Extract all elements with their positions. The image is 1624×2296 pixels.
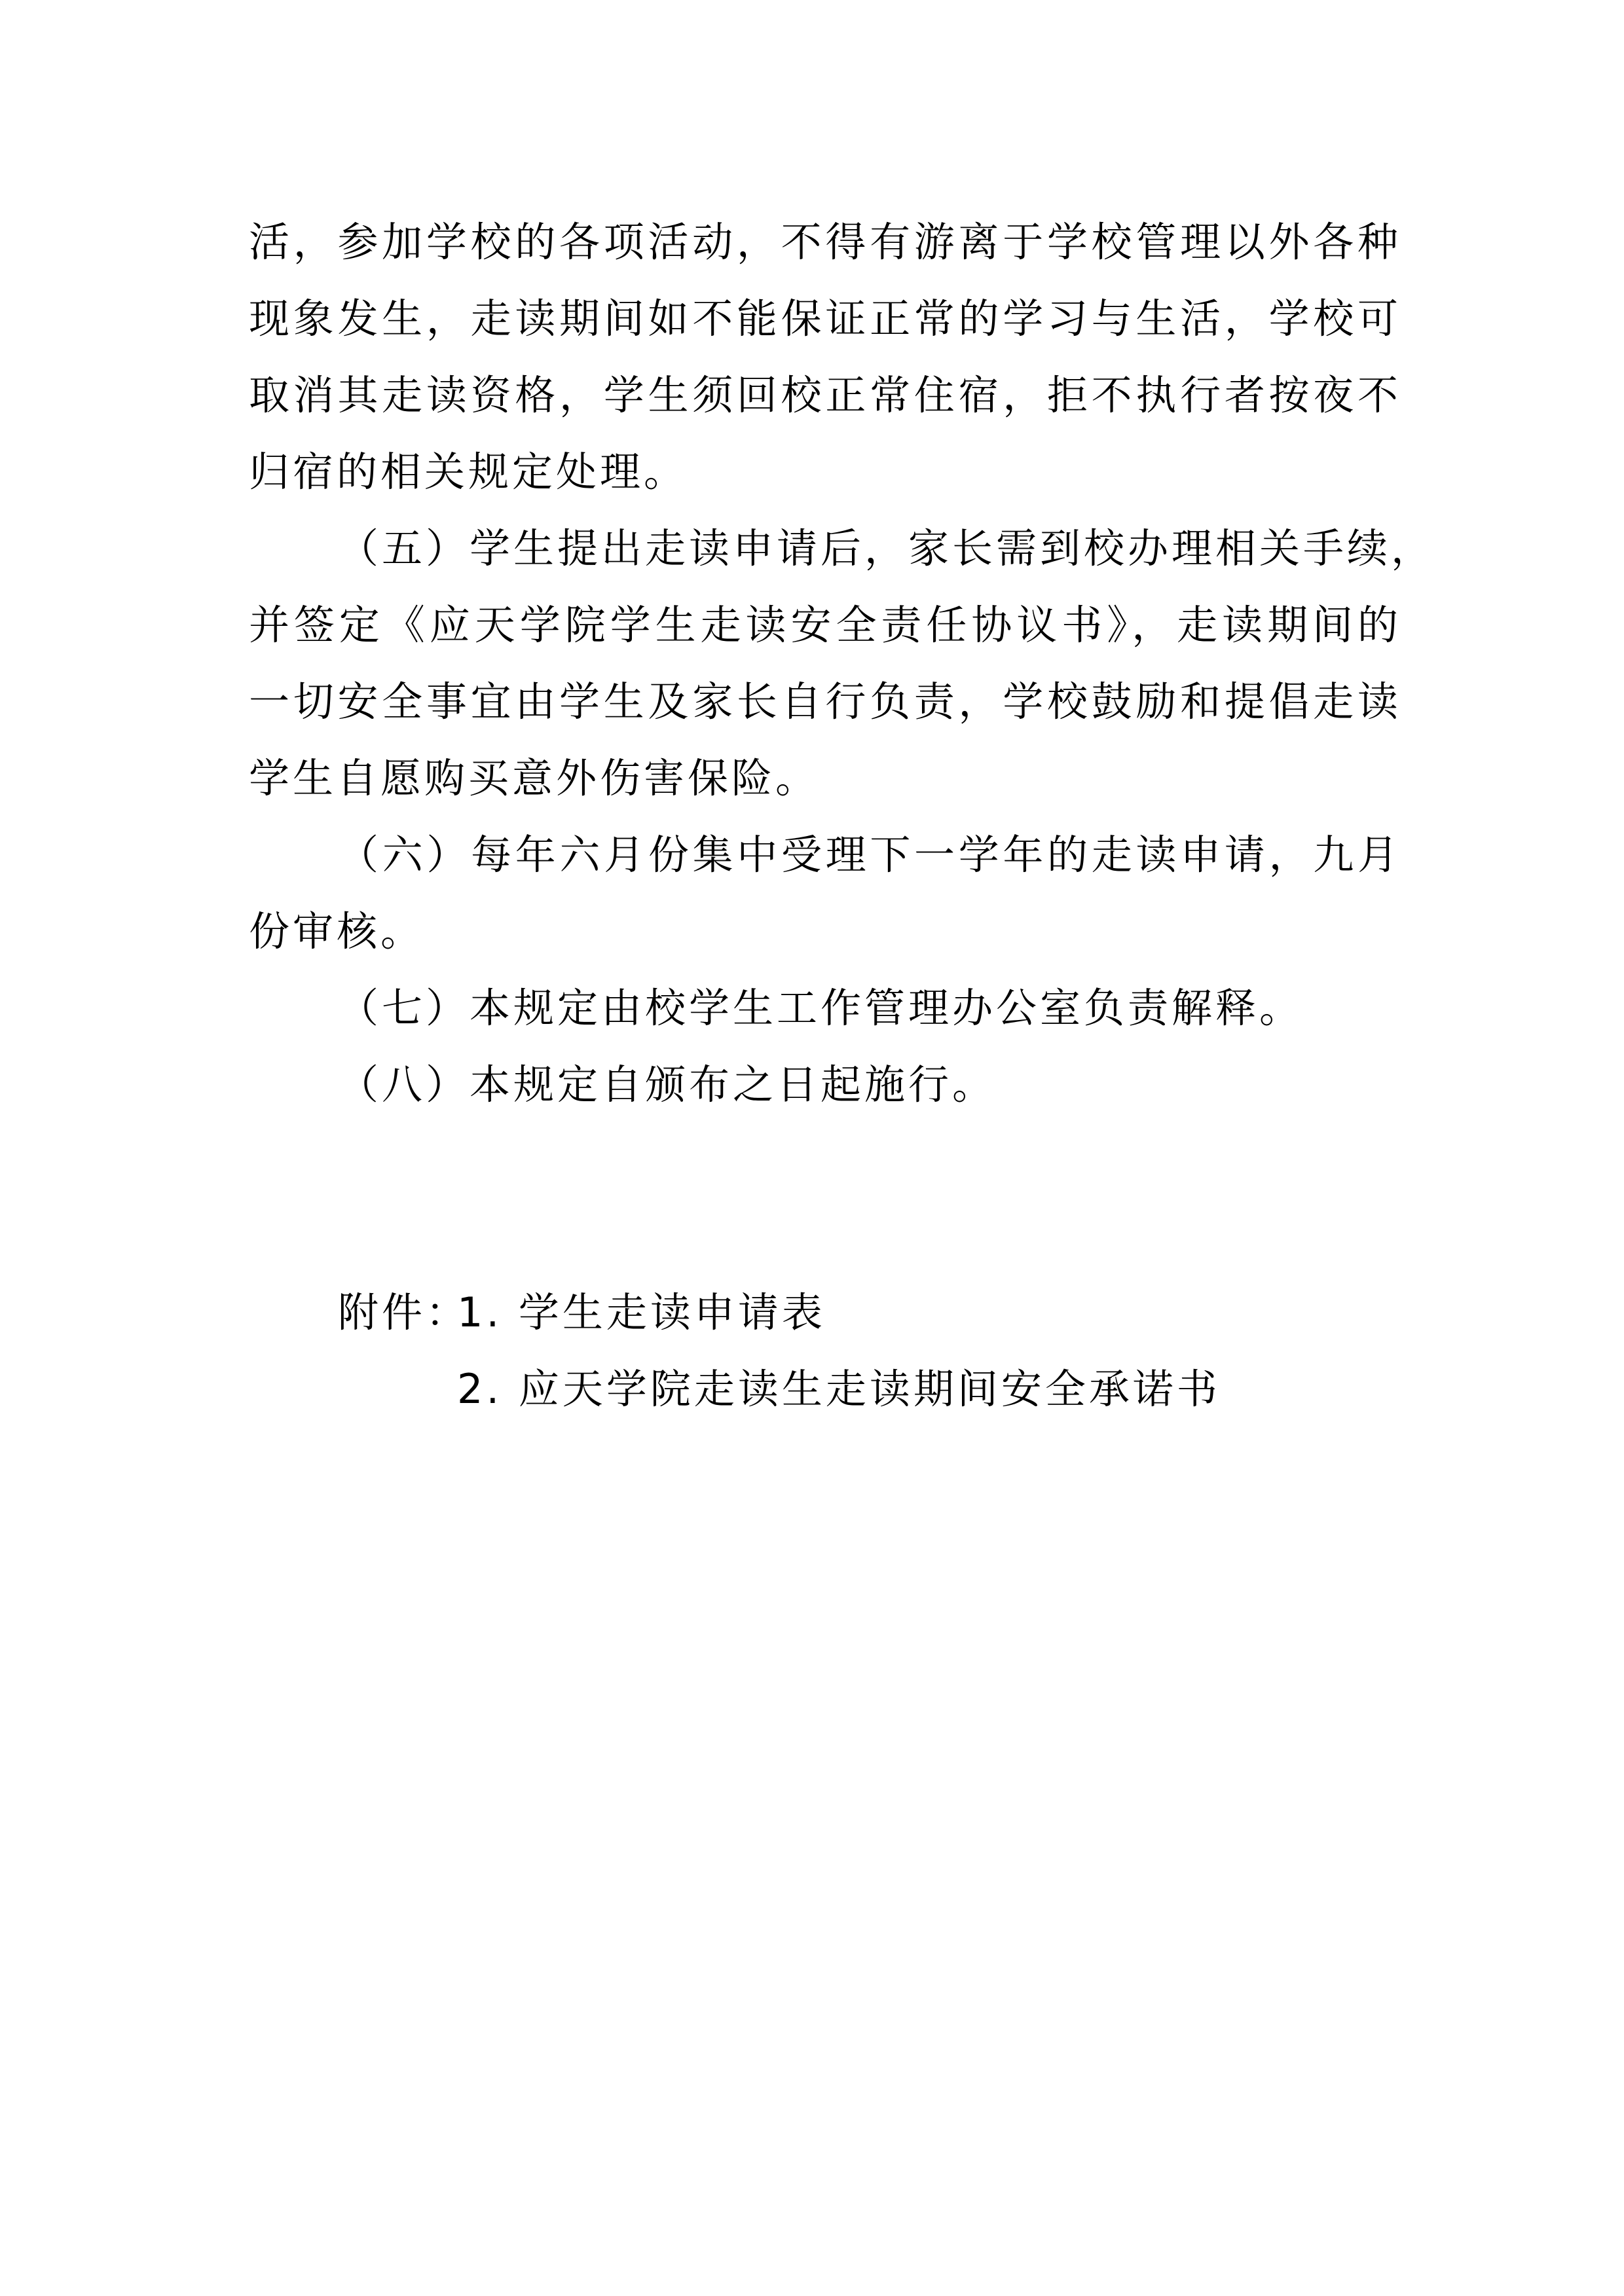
paragraph-line-3: 取消其走读资格，学生须回校正常住宿，拒不执行者按夜不 — [249, 371, 1401, 419]
item-5-line-4: 学生自愿购买意外伤害保险。 — [249, 754, 820, 802]
attachment-item-2: 2. 应天学院走读生走读期间安全承诺书 — [457, 1365, 1221, 1413]
paragraph-line-1: 活，参加学校的各项活动，不得有游离于学校管理以外各种 — [249, 218, 1401, 266]
paragraph-line-2: 现象发生，走读期间如不能保证正常的学习与生活，学校可 — [249, 295, 1401, 342]
item-6-line-1: （六）每年六月份集中受理下一学年的走读申请，九月 — [338, 831, 1401, 879]
attachment-item-1: 1. 学生走读申请表 — [457, 1288, 826, 1336]
item-7-line-1: （七）本规定由校学生工作管理办公室负责解释。 — [338, 984, 1304, 1032]
item-5-line-3: 一切安全事宜由学生及家长自行负责，学校鼓励和提倡走读 — [249, 678, 1401, 725]
item-8-line-1: （八）本规定自颁布之日起施行。 — [338, 1061, 997, 1108]
paragraph-line-4: 归宿的相关规定处理。 — [249, 448, 688, 496]
item-5-line-1: （五）学生提出走读申请后，家长需到校办理相关手续， — [338, 524, 1435, 572]
item-6-line-2: 份审核。 — [249, 907, 425, 955]
attachments-label: 附件： — [338, 1288, 470, 1336]
item-5-line-2: 并签定《应天学院学生走读安全责任协议书》，走读期间的 — [249, 601, 1401, 649]
